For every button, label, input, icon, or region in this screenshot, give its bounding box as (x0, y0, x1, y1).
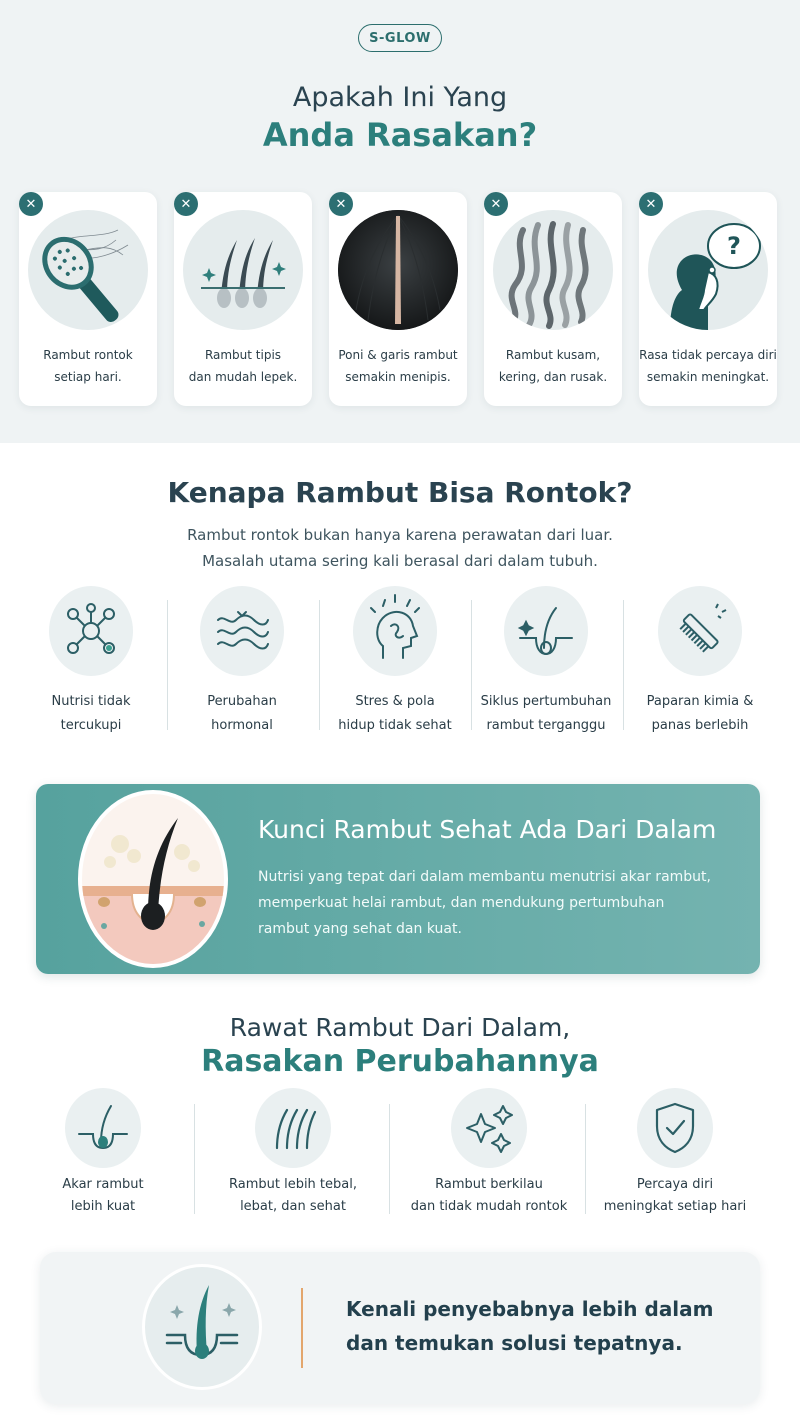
cause-label: Perubahan hormonal (207, 694, 277, 733)
close-icon: ✕ (19, 192, 43, 216)
cause-item (325, 584, 465, 744)
cause-item (630, 584, 770, 744)
problem-card (329, 192, 467, 406)
problem-label: Rasa tidak percaya diri semakin meningkat. (639, 348, 777, 384)
divider (471, 600, 472, 730)
thin-hair-icon (183, 210, 303, 330)
cause-item (476, 584, 616, 744)
problem-label: Rambut tipis dan mudah lepek. (188, 348, 298, 384)
close-icon: ✕ (329, 192, 353, 216)
causes-subtitle: Rambut rontok bukan hanya karena perawatan dari luar. Masalah utama sering kali berasal dari dalam tubuh. (187, 526, 613, 570)
benefit-label: Rambut berkilau dan tidak mudah rontok (410, 1177, 568, 1214)
benefits-title-line1: Rawat Rambut Dari Dalam, (229, 1013, 571, 1042)
hero-title-line1: Apakah Ini Yang (292, 82, 508, 113)
benefits-title-line2: Rasakan Perubahannya (201, 1044, 599, 1079)
strong-root-icon (65, 1088, 141, 1168)
benefit-label: Akar rambut lebih kuat (62, 1177, 144, 1214)
brand-logo: S-GLOW (358, 24, 442, 52)
hair-root-illustration (78, 790, 228, 968)
divider (194, 1104, 195, 1214)
cause-item (21, 584, 161, 744)
cta-text: Kenali penyebabnya lebih dalam dan temukan solusi tepatnya. (346, 1297, 714, 1355)
scalp-parting-icon (338, 210, 458, 330)
stress-head-icon (353, 586, 437, 676)
thick-hair-icon (255, 1088, 331, 1168)
cause-label: Nutrisi tidak tercukupi (51, 694, 131, 733)
sparkle-icon (451, 1088, 527, 1168)
divider (167, 600, 168, 730)
cta-divider (301, 1288, 303, 1368)
svg-text:?: ? (727, 232, 741, 260)
problem-card (484, 192, 622, 406)
hairbrush-icon (28, 210, 148, 330)
cause-item (172, 584, 312, 744)
problem-card (174, 192, 312, 406)
close-icon: ✕ (174, 192, 198, 216)
worried-person-icon (648, 210, 768, 330)
shield-check-icon (637, 1088, 713, 1168)
molecule-icon (49, 586, 133, 676)
close-icon: ✕ (639, 192, 663, 216)
benefit-item (8, 1088, 198, 1218)
key-description: Nutrisi yang tepat dari dalam membantu menutrisi akar rambut, memperkuat helai rambut, dan mendukung pertumbuhan rambut yang sehat dan kuat. (258, 869, 711, 937)
follicle-sparkle-icon (142, 1264, 262, 1390)
benefit-item (198, 1088, 388, 1218)
problem-label: Rambut rontok setiap hari. (43, 348, 133, 384)
frizzy-hair-icon (493, 210, 613, 330)
problem-card (19, 192, 157, 406)
hormone-waves-icon (200, 586, 284, 676)
causes-title: Kenapa Rambut Bisa Rontok? (167, 476, 633, 509)
cause-label: Paparan kimia & panas berlebih (646, 694, 754, 733)
benefit-label: Percaya diri meningkat setiap hari (603, 1177, 747, 1214)
problem-label: Poni & garis rambut semakin menipis. (338, 348, 458, 384)
cause-label: Stres & pola hidup tidak sehat (338, 694, 452, 733)
hero-title-line2: Anda Rasakan? (262, 116, 538, 154)
comb-chemical-icon (658, 586, 742, 676)
problem-card (639, 192, 777, 406)
close-icon: ✕ (484, 192, 508, 216)
divider (623, 600, 624, 730)
divider (319, 600, 320, 730)
divider (389, 1104, 390, 1214)
problem-label: Rambut kusam, kering, dan rusak. (498, 348, 608, 384)
key-title: Kunci Rambut Sehat Ada Dari Dalam (258, 815, 717, 844)
benefit-item (580, 1088, 770, 1218)
benefit-item (394, 1088, 584, 1218)
cause-label: Siklus pertumbuhan rambut terganggu (480, 694, 612, 733)
benefit-label: Rambut lebih tebal, lebat, dan sehat (228, 1177, 357, 1214)
hair-follicle-icon (504, 586, 588, 676)
